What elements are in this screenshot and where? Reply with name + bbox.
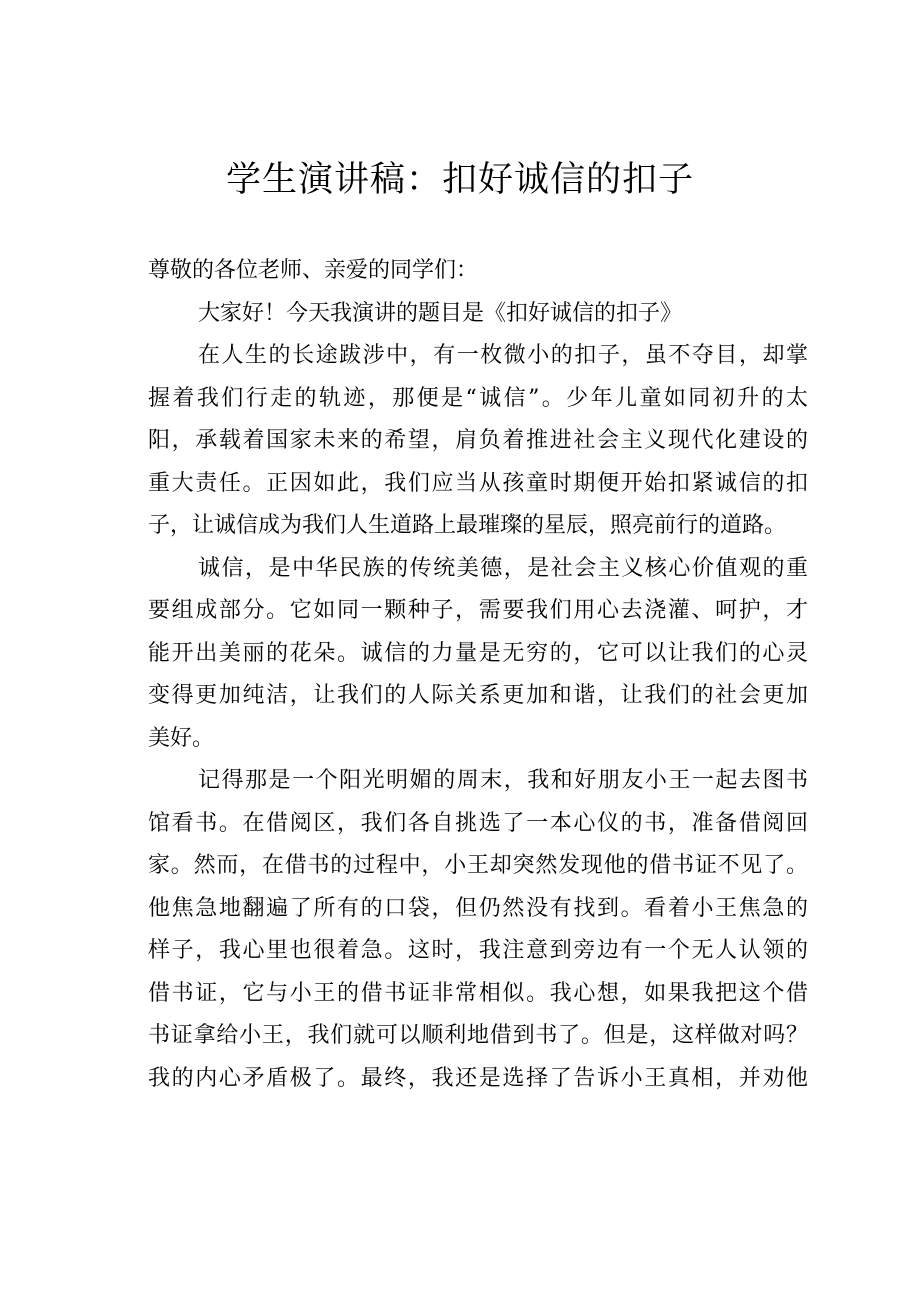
text-line: 重大责任。正因如此，我们应当从孩童时期便开始扣紧诚信的扣	[148, 470, 808, 496]
text-line: 记得那是一个阳光明媚的周末，我和好朋友小王一起去图书	[198, 768, 808, 793]
salutation: 尊敬的各位老师、亲爱的同学们：	[148, 258, 479, 283]
text-line: 我的内心矛盾极了。最终，我还是选择了告诉小王真相，并劝他	[148, 1065, 808, 1091]
text-line: 家。然而，在借书的过程中，小王却突然发现他的借书证不见了。	[148, 853, 808, 878]
text-line: 握着我们行走的轨迹，那便是“诚信”。少年儿童如同初升的太	[148, 385, 808, 411]
text-line: 能开出美丽的花朵。诚信的力量是无穷的，它可以让我们的心灵	[148, 640, 808, 666]
paragraph-lines	[148, 293, 808, 1101]
text-line: 变得更加纯洁，让我们的人际关系更加和谐，让我们的社会更加	[148, 683, 808, 708]
text-line: 阳，承载着国家未来的希望，肩负着推进社会主义现代化建设的	[148, 428, 808, 453]
text-line: 书证拿给小王，我们就可以顺利地借到书了。但是，这样做对吗？	[148, 1023, 808, 1048]
document-title: 学生演讲稿：扣好诚信的扣子	[225, 160, 694, 200]
text-line: 借书证，它与小王的借书证非常相似。我心想，如果我把这个借	[148, 980, 808, 1006]
text-line: 他焦急地翻遍了所有的口袋，但仍然没有找到。看着小王焦急的	[148, 895, 808, 921]
text-line: 诚信，是中华民族的传统美德，是社会主义核心价值观的重	[198, 555, 808, 581]
text-line: 要组成部分。它如同一颗种子，需要我们用心去浇灌、呵护，才	[148, 598, 808, 623]
text-line: 大家好！今天我演讲的题目是《扣好诚信的扣子》	[198, 300, 683, 326]
text-line: 馆看书。在借阅区，我们各自挑选了一本心仪的书，准备借阅回	[148, 810, 808, 836]
text-line: 样子，我心里也很着急。这时，我注意到旁边有一个无人认领的	[148, 938, 808, 963]
document-body	[148, 250, 808, 1100]
text-line: 在人生的长途跋涉中，有一枚微小的扣子，虽不夺目，却掌	[198, 343, 808, 368]
text-line: 子，让诚信成为我们人生道路上最璀璨的星辰，照亮前行的道路。	[148, 513, 787, 538]
text-line: 美好。	[148, 725, 215, 751]
